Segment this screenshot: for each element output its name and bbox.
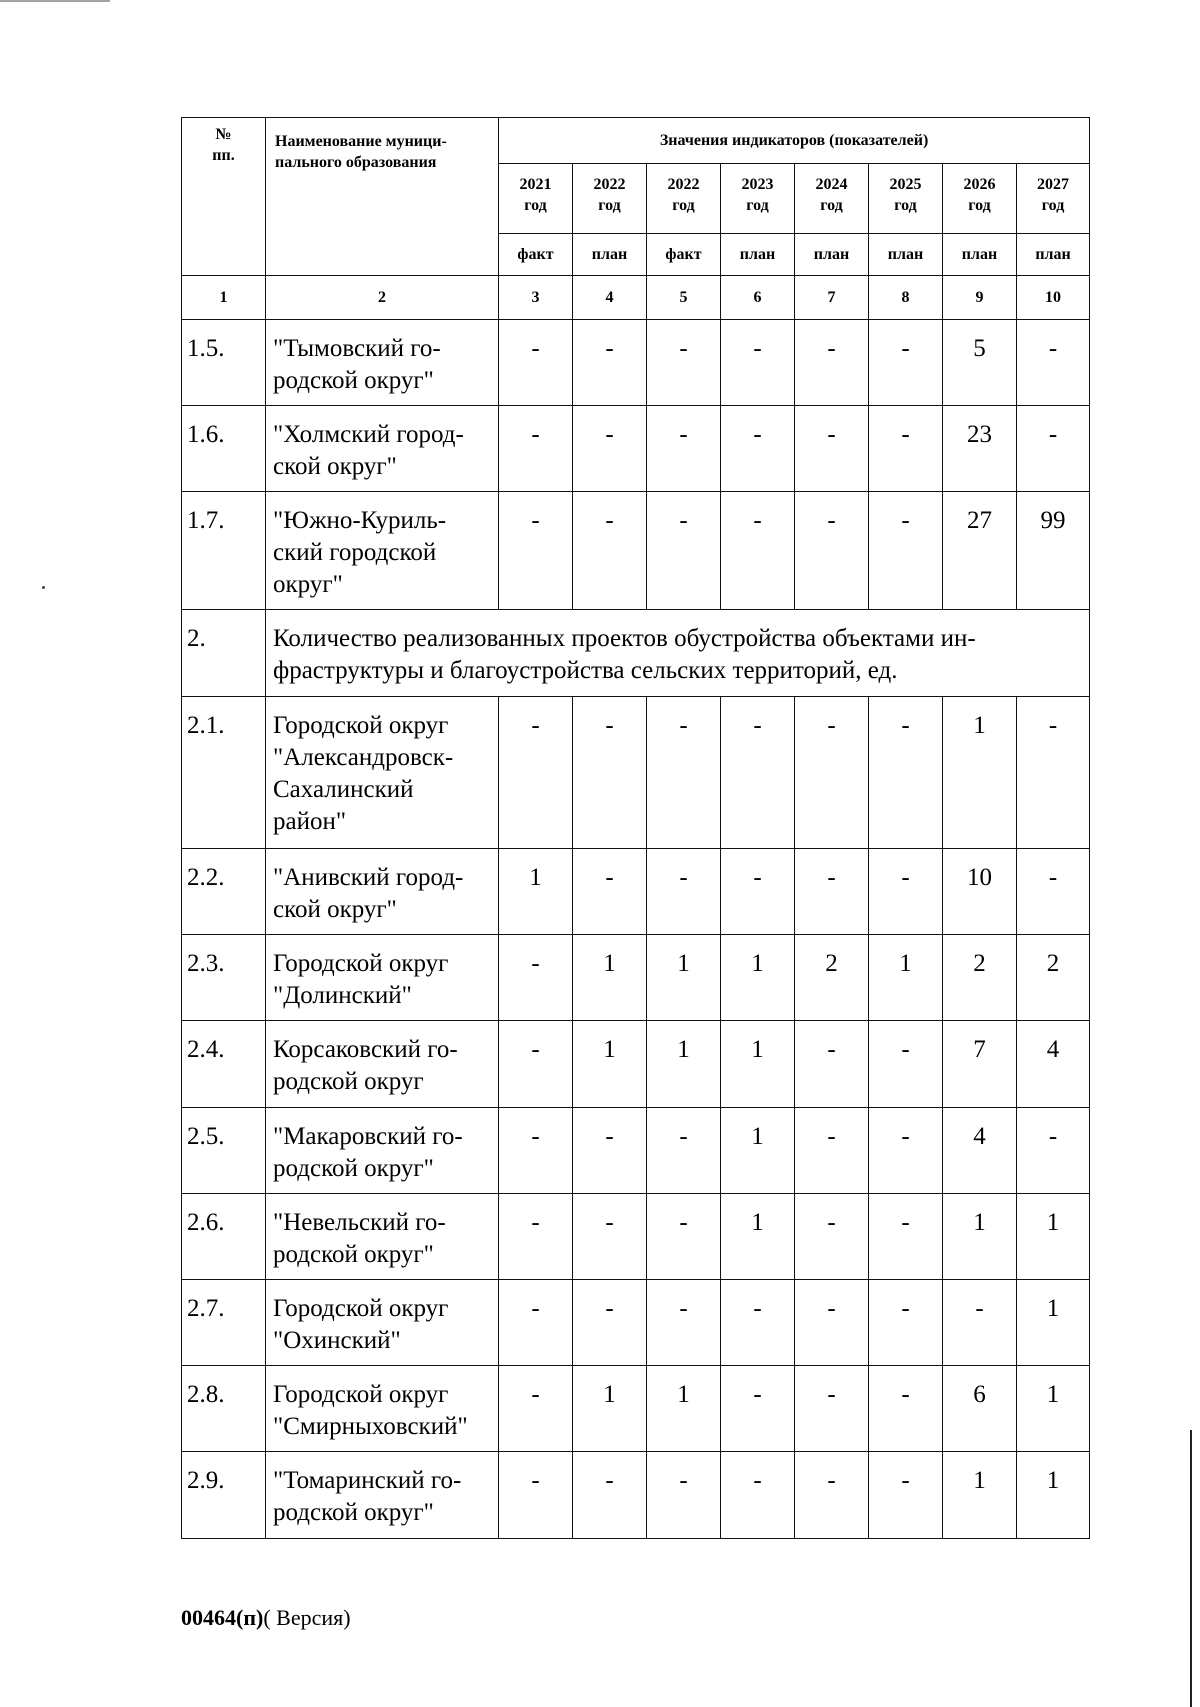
row-value: -	[647, 697, 721, 849]
document-footer	[181, 1605, 351, 1631]
row-value: 2	[1017, 935, 1090, 1021]
row-municipality	[266, 406, 499, 492]
row-value: 1	[943, 1452, 1017, 1539]
row-value: -	[795, 1366, 869, 1452]
row-value: 1	[647, 1021, 721, 1108]
header-index: 5	[647, 276, 721, 320]
table-row	[182, 320, 1090, 406]
row-value: -	[869, 1108, 943, 1194]
row-value: -	[721, 697, 795, 849]
row-number: 2.6.	[182, 1194, 266, 1280]
row-value: -	[499, 320, 573, 406]
row-value: -	[647, 1280, 721, 1366]
row-value: 1	[943, 1194, 1017, 1280]
row-municipality-label: "Южно-Куриль- ский городской округ"	[273, 507, 447, 598]
row-value: 2	[943, 935, 1017, 1021]
header-year-label: 2022 год	[667, 176, 700, 214]
header-index: 6	[721, 276, 795, 320]
header-year-label: 2021 год	[519, 176, 552, 214]
header-year	[499, 164, 573, 234]
row-number: 2.7.	[182, 1280, 266, 1366]
row-value: -	[573, 849, 647, 935]
row-value: -	[499, 1366, 573, 1452]
row-value: 1	[573, 1366, 647, 1452]
row-value: -	[573, 406, 647, 492]
row-value: 1	[1017, 1366, 1090, 1452]
table-row	[182, 1280, 1090, 1366]
row-number: 2.1.	[182, 697, 266, 849]
row-value: -	[795, 1194, 869, 1280]
indicators-table	[181, 117, 1090, 1539]
header-type: план	[795, 234, 869, 276]
row-value: -	[573, 1452, 647, 1539]
table-row	[182, 1021, 1090, 1108]
row-municipality-label: "Томаринский го- родской округ"	[273, 1467, 462, 1526]
row-value: -	[869, 1366, 943, 1452]
row-value: -	[1017, 320, 1090, 406]
row-value: -	[869, 697, 943, 849]
row-value: -	[795, 406, 869, 492]
row-number: 2.8.	[182, 1366, 266, 1452]
row-value: -	[869, 320, 943, 406]
row-value: 1	[647, 1366, 721, 1452]
table-row	[182, 935, 1090, 1021]
row-municipality-label: "Макаровский го- родской округ"	[273, 1123, 463, 1182]
header-type: факт	[647, 234, 721, 276]
row-value: 1	[573, 1021, 647, 1108]
row-value: 1	[499, 849, 573, 935]
row-value: -	[647, 406, 721, 492]
header-type: план	[943, 234, 1017, 276]
header-year-label: 2024 год	[815, 176, 848, 214]
row-value: -	[573, 320, 647, 406]
row-value: -	[795, 1452, 869, 1539]
table-row	[182, 492, 1090, 610]
row-value: 1	[647, 935, 721, 1021]
row-number: 2.5.	[182, 1108, 266, 1194]
row-value: 1	[573, 935, 647, 1021]
row-municipality-label: Городской округ "Александровск- Сахалинский район"	[273, 712, 454, 835]
row-value: 1	[869, 935, 943, 1021]
table-row	[182, 849, 1090, 935]
table-row	[182, 697, 1090, 849]
row-value: -	[647, 1194, 721, 1280]
row-value: 10	[943, 849, 1017, 935]
header-year-label: 2023 год	[741, 176, 774, 214]
row-value: -	[1017, 1108, 1090, 1194]
row-value: -	[943, 1280, 1017, 1366]
row-municipality-label: Городской округ "Смирныховский"	[273, 1381, 468, 1440]
header-index: 7	[795, 276, 869, 320]
header-type: план	[869, 234, 943, 276]
row-municipality	[266, 1021, 499, 1108]
row-municipality-label: Городской округ "Охинский"	[273, 1295, 449, 1354]
header-index: 9	[943, 276, 1017, 320]
row-municipality	[266, 1194, 499, 1280]
row-municipality	[266, 697, 499, 849]
row-municipality	[266, 320, 499, 406]
row-value: -	[647, 1108, 721, 1194]
scan-mark	[0, 0, 110, 7]
header-year	[943, 164, 1017, 234]
row-value: -	[869, 1280, 943, 1366]
header-name: Наименование муници- пального образования	[266, 118, 499, 276]
row-value: -	[869, 492, 943, 610]
row-value: 99	[1017, 492, 1090, 610]
row-municipality-label: "Анивский город- ской округ"	[273, 864, 464, 923]
header-type: план	[1017, 234, 1090, 276]
table-row	[182, 1366, 1090, 1452]
header-year-label: 2022 год	[593, 176, 626, 214]
table-row	[182, 406, 1090, 492]
table-row	[182, 1452, 1090, 1539]
row-value: -	[869, 1452, 943, 1539]
header-row-1	[182, 118, 1090, 164]
row-value: 4	[1017, 1021, 1090, 1108]
header-index: 10	[1017, 276, 1090, 320]
row-number: 1.5.	[182, 320, 266, 406]
row-value: -	[573, 1108, 647, 1194]
table-row	[182, 1108, 1090, 1194]
row-number: 2.2.	[182, 849, 266, 935]
row-number: 2.4.	[182, 1021, 266, 1108]
row-value: 1	[943, 697, 1017, 849]
header-type: факт	[499, 234, 573, 276]
row-municipality	[266, 1366, 499, 1452]
row-value: 1	[721, 935, 795, 1021]
row-value: 1	[721, 1194, 795, 1280]
row-value: 1	[721, 1108, 795, 1194]
row-value: -	[795, 492, 869, 610]
row-value: 6	[943, 1366, 1017, 1452]
header-type: план	[721, 234, 795, 276]
row-value: -	[721, 406, 795, 492]
row-municipality	[266, 1452, 499, 1539]
row-municipality-label: Корсаковский го- родской округ	[273, 1036, 458, 1095]
header-index: 4	[573, 276, 647, 320]
row-value: -	[795, 697, 869, 849]
row-municipality-label: "Холмский город- ской округ"	[273, 421, 464, 480]
row-municipality	[266, 492, 499, 610]
row-value: -	[647, 1452, 721, 1539]
row-value: -	[499, 935, 573, 1021]
row-value: -	[721, 1452, 795, 1539]
scan-speck	[42, 586, 45, 589]
row-municipality-label: "Тымовский го- родской округ"	[273, 335, 441, 394]
row-value: -	[869, 1021, 943, 1108]
row-number: 1.6.	[182, 406, 266, 492]
row-value: -	[647, 492, 721, 610]
header-year	[1017, 164, 1090, 234]
row-value: -	[573, 1194, 647, 1280]
row-value: 1	[1017, 1452, 1090, 1539]
row-value: -	[795, 320, 869, 406]
row-value: -	[647, 320, 721, 406]
row-municipality	[266, 935, 499, 1021]
row-value: 2	[795, 935, 869, 1021]
section-row	[182, 610, 1090, 697]
row-value: 7	[943, 1021, 1017, 1108]
row-value: -	[721, 492, 795, 610]
row-value: -	[573, 697, 647, 849]
row-value: -	[499, 1108, 573, 1194]
section-title	[266, 610, 1090, 697]
row-value: 27	[943, 492, 1017, 610]
document-code: 00464(п)	[181, 1605, 264, 1630]
header-index: 3	[499, 276, 573, 320]
header-year-label: 2027 год	[1037, 176, 1070, 214]
row-number: 1.7.	[182, 492, 266, 610]
table-row	[182, 1194, 1090, 1280]
row-number: 2.3.	[182, 935, 266, 1021]
row-value: -	[869, 406, 943, 492]
header-index: 1	[182, 276, 266, 320]
row-value: -	[795, 1021, 869, 1108]
row-value: -	[721, 849, 795, 935]
header-year	[721, 164, 795, 234]
header-type: план	[573, 234, 647, 276]
header-index: 2	[266, 276, 499, 320]
row-value: -	[1017, 849, 1090, 935]
row-value: -	[869, 1194, 943, 1280]
row-value: -	[499, 1280, 573, 1366]
row-value: -	[573, 492, 647, 610]
row-municipality	[266, 1280, 499, 1366]
row-value: -	[499, 1452, 573, 1539]
row-value: 23	[943, 406, 1017, 492]
header-year	[795, 164, 869, 234]
header-row-index	[182, 276, 1090, 320]
row-value: -	[573, 1280, 647, 1366]
header-year-label: 2025 год	[889, 176, 922, 214]
row-value: -	[499, 492, 573, 610]
header-values: Значения индикаторов (показателей)	[499, 118, 1090, 164]
header-index: 8	[869, 276, 943, 320]
row-value: -	[647, 849, 721, 935]
row-value: -	[1017, 406, 1090, 492]
header-year	[869, 164, 943, 234]
row-number: 2.9.	[182, 1452, 266, 1539]
row-municipality-label: Городской округ "Долинский"	[273, 950, 449, 1009]
row-value: 1	[721, 1021, 795, 1108]
row-value: 1	[1017, 1280, 1090, 1366]
section-number: 2.	[182, 610, 266, 697]
row-value: -	[499, 1021, 573, 1108]
row-value: -	[795, 849, 869, 935]
row-value: -	[795, 1108, 869, 1194]
row-value: 5	[943, 320, 1017, 406]
row-value: -	[1017, 697, 1090, 849]
row-value: -	[869, 849, 943, 935]
scan-edge-line	[1190, 1430, 1192, 1707]
row-value: 4	[943, 1108, 1017, 1194]
row-value: -	[795, 1280, 869, 1366]
row-value: -	[721, 1366, 795, 1452]
row-value: -	[499, 1194, 573, 1280]
header-num: № пп.	[182, 118, 266, 276]
row-value: -	[499, 406, 573, 492]
section-title-label: Количество реализованных проектов обустройства объектами ин- фраструктуры и благоустройства сельских территорий, ед.	[273, 625, 976, 684]
row-municipality	[266, 849, 499, 935]
row-municipality-label: "Невельский го- родской округ"	[273, 1209, 446, 1268]
header-year	[647, 164, 721, 234]
row-municipality	[266, 1108, 499, 1194]
row-value: -	[499, 697, 573, 849]
header-year-label: 2026 год	[963, 176, 996, 214]
row-value: -	[721, 1280, 795, 1366]
row-value: -	[721, 320, 795, 406]
header-year	[573, 164, 647, 234]
document-version: ( Версия)	[263, 1605, 351, 1630]
row-value: 1	[1017, 1194, 1090, 1280]
